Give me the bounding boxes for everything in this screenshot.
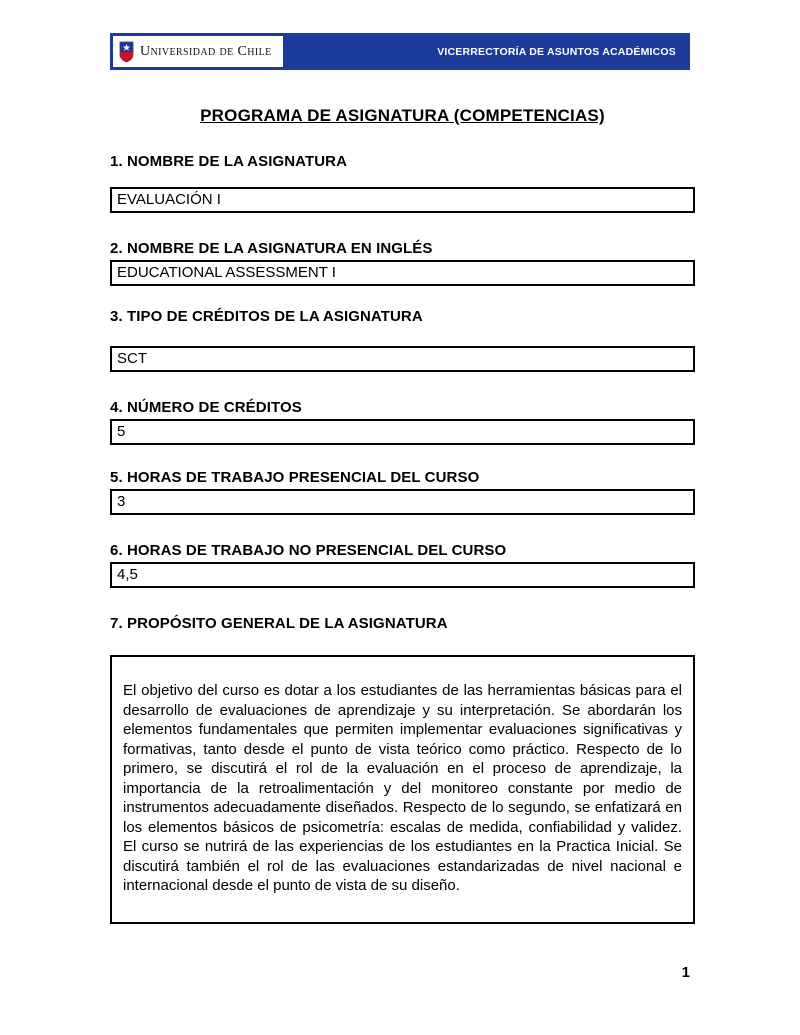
- section-5: [110, 469, 695, 515]
- section-2: [110, 240, 695, 286]
- section-3: [110, 308, 695, 372]
- section-4: [110, 399, 695, 445]
- header-unit-label: VICERRECTORÍA DE ASUNTOS ACADÉMICOS: [437, 45, 676, 58]
- section-heading: 2. NOMBRE DE LA ASIGNATURA EN INGLÉS: [110, 240, 433, 257]
- page-title: PROGRAMA DE ASIGNATURA (COMPETENCIAS): [200, 106, 605, 125]
- field-box: EVALUACIÓN I: [110, 187, 695, 213]
- university-logo: [113, 36, 283, 67]
- section-heading: 7. PROPÓSITO GENERAL DE LA ASIGNATURA: [110, 615, 448, 632]
- university-crest-icon: [119, 41, 134, 63]
- section-heading: 1. NOMBRE DE LA ASIGNATURA: [110, 153, 348, 170]
- purpose-text-box: El objetivo del curso es dotar a los estudiantes de las herramientas básicas para el desarrollo de evaluaciones de aprendizaje y su interpretación. Se abordarán los elementos fundamentales que permiten implementar evaluaciones significativas y formativas, tanto desde el punto de vista teórico como práctico. Respecto de lo primero, se discutirá el rol de la evaluación en el proceso de aprendizaje, la importancia de la retroalimentación y del monitoreo constante por medio de instrumentos adecuadamente diseñados. Respecto de lo segundo, se enfatizará en los elementos básicos de psicometría: escalas de medida, confiabilidad y validez. El curso se nutrirá de las experiencias de los estudiantes en la Practica Inicial. Se discutirá también el rol de las evaluaciones estandarizadas de nivel nacional e internacional desde el punto de vista de su diseño.: [110, 655, 695, 924]
- section-heading: 6. HORAS DE TRABAJO NO PRESENCIAL DEL CURSO: [110, 542, 507, 559]
- field-box: 3: [110, 489, 695, 515]
- section-heading: 5. HORAS DE TRABAJO PRESENCIAL DEL CURSO: [110, 469, 480, 486]
- section-1: [110, 153, 695, 213]
- field-box: EDUCATIONAL ASSESSMENT I: [110, 260, 695, 286]
- document-content: [110, 70, 695, 924]
- page-number: 1: [681, 964, 690, 981]
- field-box: 5: [110, 419, 695, 445]
- header-bar: [110, 33, 690, 70]
- section-heading: 4. NÚMERO DE CRÉDITOS: [110, 399, 302, 416]
- section-heading: 3. TIPO DE CRÉDITOS DE LA ASIGNATURA: [110, 308, 423, 325]
- section-6: [110, 542, 695, 588]
- field-box: 4,5: [110, 562, 695, 588]
- field-box: SCT: [110, 346, 695, 372]
- university-name: Universidad de Chile: [140, 43, 272, 59]
- section-7: [110, 615, 695, 924]
